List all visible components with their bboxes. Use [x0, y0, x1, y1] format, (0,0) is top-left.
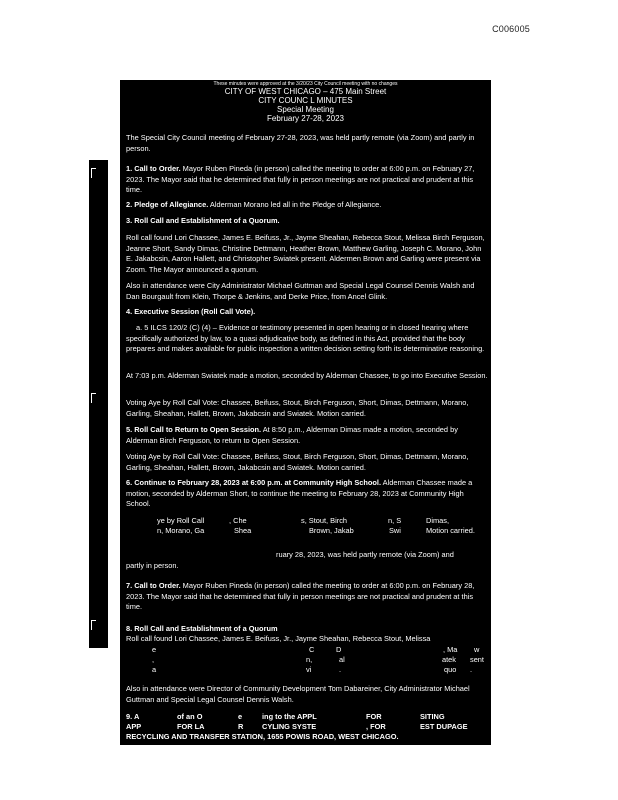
- text-fragment: , FOR: [366, 722, 386, 731]
- text-fragment: sent: [470, 655, 484, 664]
- section-heading: 4. Executive Session (Roll Call Vote).: [126, 307, 256, 316]
- text-fragment: .: [470, 665, 473, 674]
- text-fragment: 9. A: [126, 712, 140, 721]
- attendance-2: Also in attendance were Director of Community Development Tom Dabareiner, City Administrator Michael Guttman and Special Legal Counsel Dennis Walsh.: [126, 684, 470, 704]
- text-fragment: n, Morano, Ga: [157, 526, 205, 535]
- text-fragment: ,: [152, 655, 155, 664]
- section-heading: 5. Roll Call to Return to Open Session.: [126, 425, 262, 434]
- roll-call-heading: [126, 216, 488, 227]
- return-open-session: [126, 425, 488, 446]
- text-fragment: CYLING SYSTE: [262, 722, 317, 731]
- attendance: Also in attendance were City Administrator Michael Guttman and Special Legal Counsel Dennis Walsh and Dan Bourgault from Klein, Thorpe & Jenkins, and Derke Price, from Ancel Glink.: [126, 281, 475, 301]
- meeting-kind: Special Meeting: [277, 105, 334, 114]
- text-fragment: C: [309, 645, 315, 654]
- redacted-roll-fragment: [126, 645, 488, 677]
- section-body: Mayor Ruben Pineda (in person) called the meeting to order at 6:00 p.m. on February 28, 2023. The Mayor said that he determined that fully in person meetings are not practical and prudent at this time.: [126, 581, 475, 611]
- text-fragment: FOR LA: [177, 722, 205, 731]
- minutes-header: [120, 81, 491, 123]
- call-to-order: [126, 164, 488, 196]
- text-fragment: .: [339, 665, 342, 674]
- meeting-dates: February 27-28, 2023: [267, 114, 344, 123]
- section-body: Alderman Chassee made a motion, seconded by Alderman Short, to continue the meeting to February 28, 2023 at Community High School.: [126, 478, 473, 508]
- item-9-heading: [126, 712, 488, 745]
- continue-meeting: [126, 478, 488, 510]
- vote-exec-session: Voting Aye by Roll Call Vote: Chassee, Beifuss, Stout, Birch Ferguson, Short, Dimas, Dettmann, Morano, Garling, Sheahan, Hallett, Brown, Jakabcsin and Swiatek. Motion carried.: [126, 398, 469, 418]
- minutes-title: CITY COUNC L MINUTES: [258, 96, 353, 105]
- minutes-page: [120, 80, 491, 745]
- roll-call-2-heading: [126, 624, 488, 635]
- section-heading: 6. Continue to February 28, 2023 at 6:00 p.m. at Community High School.: [126, 478, 382, 487]
- text-fragment: EST DUPAGE: [420, 722, 468, 731]
- section-heading: 1. Call to Order.: [126, 164, 181, 173]
- pledge: [126, 200, 488, 211]
- roll-call-2-body: Roll call found Lori Chassee, James E. Beifuss, Jr., Jayme Sheahan, Rebecca Stout, Melissa: [126, 634, 431, 643]
- text-fragment: quo: [444, 665, 457, 674]
- text-fragment: Swi: [389, 526, 401, 535]
- text-fragment: atek: [442, 655, 456, 664]
- text-fragment: Brown, Jakab: [309, 526, 354, 535]
- text-fragment: FOR: [366, 712, 382, 721]
- scan-edge-bar: [89, 160, 108, 648]
- text-fragment: ye by Roll Call: [157, 516, 205, 525]
- section-heading: 2. Pledge of Allegiance.: [126, 200, 209, 209]
- text-fragment: al: [339, 655, 345, 664]
- binding-mark: [91, 393, 96, 403]
- text-fragment: n, S: [388, 516, 402, 525]
- text-fragment: vi: [306, 665, 312, 674]
- call-to-order-2: [126, 581, 488, 613]
- section-body: Mayor Ruben Pineda (in person) called the meeting to order at 6:00 p.m. on February 27, 2023. The Mayor said that he determined that fully in person meetings are not practical and prudent at this time.: [126, 164, 475, 194]
- roll-call-body: Roll call found Lori Chassee, James E. Beifuss, Jr., Jayme Sheahan, Rebecca Stout, Melissa Birch Ferguson, Jeanne Short, Sandy Dimas, Christine Dettmann, Heather Brown, Matthew Garling, Joseph C. Morano, John E. Jakabcsin, Aaron Hallett, and Christopher Swiatek present. Aldermen Brown and Garling were present via Zoom. The Mayor announced a quorum.: [126, 233, 485, 274]
- redacted-vote-fragment: [126, 516, 488, 538]
- vote-open-session: Voting Aye by Roll Call Vote: Chassee, Beifuss, Stout, Birch Ferguson, Short, Dimas, Dettmann, Morano, Garling, Sheahan, Hallett, Brown, Jakabcsin and Swiatek. Motion carried.: [126, 452, 469, 472]
- section-body: At 8:50 p.m., Alderman Dimas made a motion, seconded by Alderman Birch Ferguson, to return to Open Session.: [126, 425, 458, 445]
- text-fragment: D: [336, 645, 342, 654]
- exec-session-item-a: a. 5 ILCS 120/2 (C) (4) – Evidence or testimony presented in open hearing or in closed hearing where specifically authorized by law, to a quasi adjudicative body, as defined in this Act, provided that the body prepares and makes available for public inspection a written decision setting forth its determinative reasoning.: [126, 323, 485, 353]
- motion-exec-session: At 7:03 p.m. Alderman Swiatek made a motion, seconded by Alderman Chassee, to go into Executive Session.: [126, 371, 488, 380]
- text-fragment: ing to the APPL: [262, 712, 317, 721]
- city-address: CITY OF WEST CHICAGO – 475 Main Street: [224, 87, 387, 96]
- binding-mark: [91, 168, 96, 178]
- text-fragment: RECYCLING AND TRANSFER STATION, 1655 POWIS ROAD, WEST CHICAGO.: [126, 732, 399, 741]
- redacted-intro-fragment: [126, 550, 488, 572]
- text-fragment: partly in person.: [126, 561, 179, 570]
- text-fragment: R: [238, 722, 244, 731]
- text-fragment: Dimas,: [426, 516, 449, 525]
- text-fragment: n,: [306, 655, 313, 664]
- section-heading: 7. Call to Order.: [126, 581, 181, 590]
- text-fragment: a: [152, 665, 157, 674]
- text-fragment: SITING: [420, 712, 445, 721]
- text-fragment: ruary 28, 2023, was held partly remote (via Zoom) and: [276, 550, 454, 559]
- text-fragment: of an O: [177, 712, 203, 721]
- text-fragment: , Che: [229, 516, 247, 525]
- binding-mark: [91, 620, 96, 630]
- text-fragment: Shea: [234, 526, 252, 535]
- bates-number: C006005: [492, 24, 530, 34]
- section-heading: 8. Roll Call and Establishment of a Quorum: [126, 624, 278, 633]
- section-body: Alderman Morano led all in the Pledge of Allegiance.: [208, 200, 382, 209]
- text-fragment: Motion carried.: [426, 526, 475, 535]
- text-fragment: e: [152, 645, 157, 654]
- text-fragment: APP: [126, 722, 142, 731]
- exec-session-heading: [126, 307, 488, 318]
- text-fragment: , Ma: [443, 645, 458, 654]
- text-fragment: s, Stout, Birch: [301, 516, 348, 525]
- text-fragment: w: [474, 645, 480, 654]
- intro-paragraph: The Special City Council meeting of February 27-28, 2023, was held partly remote (via Zoom) and partly in person.: [126, 133, 475, 153]
- section-heading: 3. Roll Call and Establishment of a Quorum.: [126, 216, 280, 225]
- approval-note: These minutes were approved at the 3/20/23 City Council meeting with no changes: [213, 81, 398, 87]
- text-fragment: e: [238, 712, 243, 721]
